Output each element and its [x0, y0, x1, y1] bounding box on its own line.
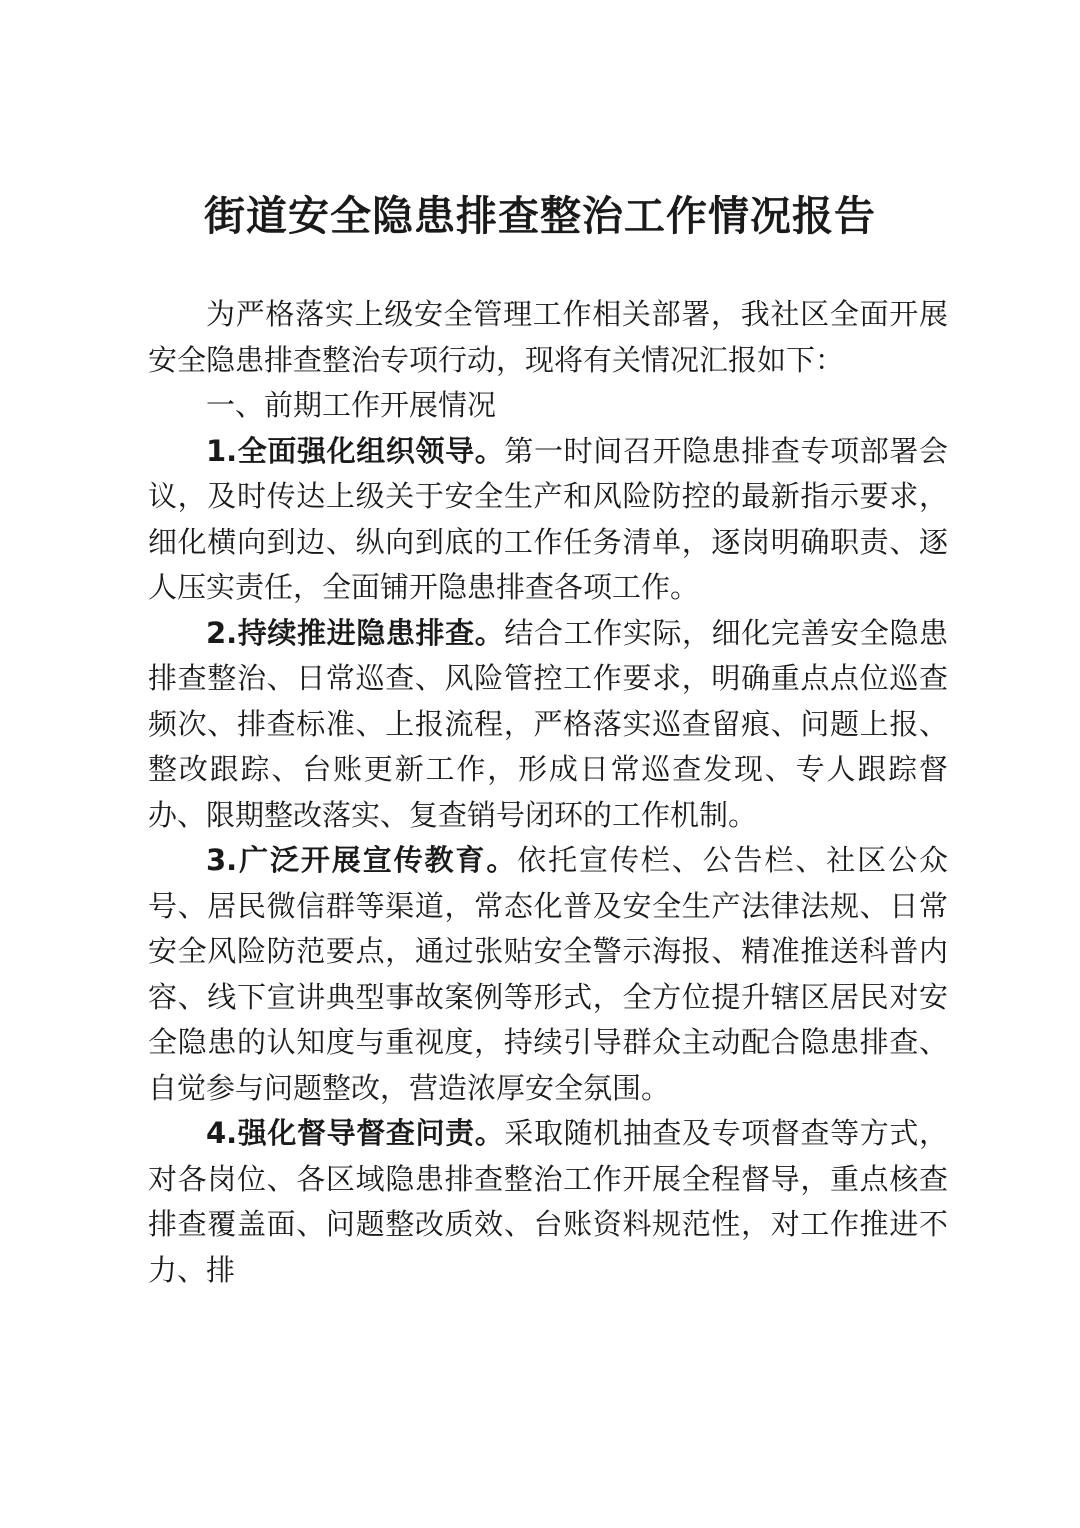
document-title: 街道安全隐患排查整治工作情况报告: [204, 192, 876, 240]
paragraph-lead: 3.广泛开展宣传教育。: [206, 843, 518, 877]
paragraph-lead: 4.强化督导督查问责。: [206, 1116, 505, 1150]
paragraph-lead: 1.全面强化组织领导。: [206, 433, 505, 468]
paragraph-item-3: [148, 838, 948, 1111]
paragraph-text: 结合工作实际，细化完善安全隐患排查整治、日常巡查、风险管控工作要求，明确重点点位巡查频次、排查标准、上报流程，严格落实巡查留痕、问题上报、整改跟踪、台账更新工作，形成日常巡查发现、专人跟踪督办、限期整改落实、复查销号闭环的工作机制。: [148, 615, 948, 832]
paragraph-item-2: [148, 611, 948, 839]
paragraph-item-1: [148, 429, 948, 611]
paragraph-text: 采取随机抽查及专项督查等方式，对各岗位、各区域隐患排查整治工作开展全程督导，重点核查排查覆盖面、问题整改质效、台账资料规范性，对工作推进不力、排: [148, 1116, 948, 1287]
paragraph-text: 第一时间召开隐患排查专项部署会议，及时传达上级关于安全生产和风险防控的最新指示要求，细化横向到边、纵向到底的工作任务清单，逐岗明确职责、逐人压实责任，全面铺开隐患排查各项工作。: [148, 433, 948, 604]
intro-paragraph: 为严格落实上级安全管理工作相关部署，我社区全面开展安全隐患排查整治专项行动，现将有关情况汇报如下：: [148, 297, 948, 377]
paragraph-text: 依托宣传栏、公告栏、社区公众号、居民微信群等渠道，常态化普及安全生产法律法规、日常安全风险防范要点，通过张贴安全警示海报、精准推送科普内容、线下宣讲典型事故案例等形式，全方位提升辖区居民对安全隐患的认知度与重视度，持续引导群众主动配合隐患排查、自觉参与问题整改，营造浓厚安全氛围。: [148, 843, 948, 1105]
section-heading: 一、前期工作开展情况: [206, 388, 497, 422]
document-body: [148, 292, 948, 1293]
paragraph-item-4: [148, 1111, 948, 1293]
paragraph-lead: 2.持续推进隐患排查。: [206, 615, 505, 650]
